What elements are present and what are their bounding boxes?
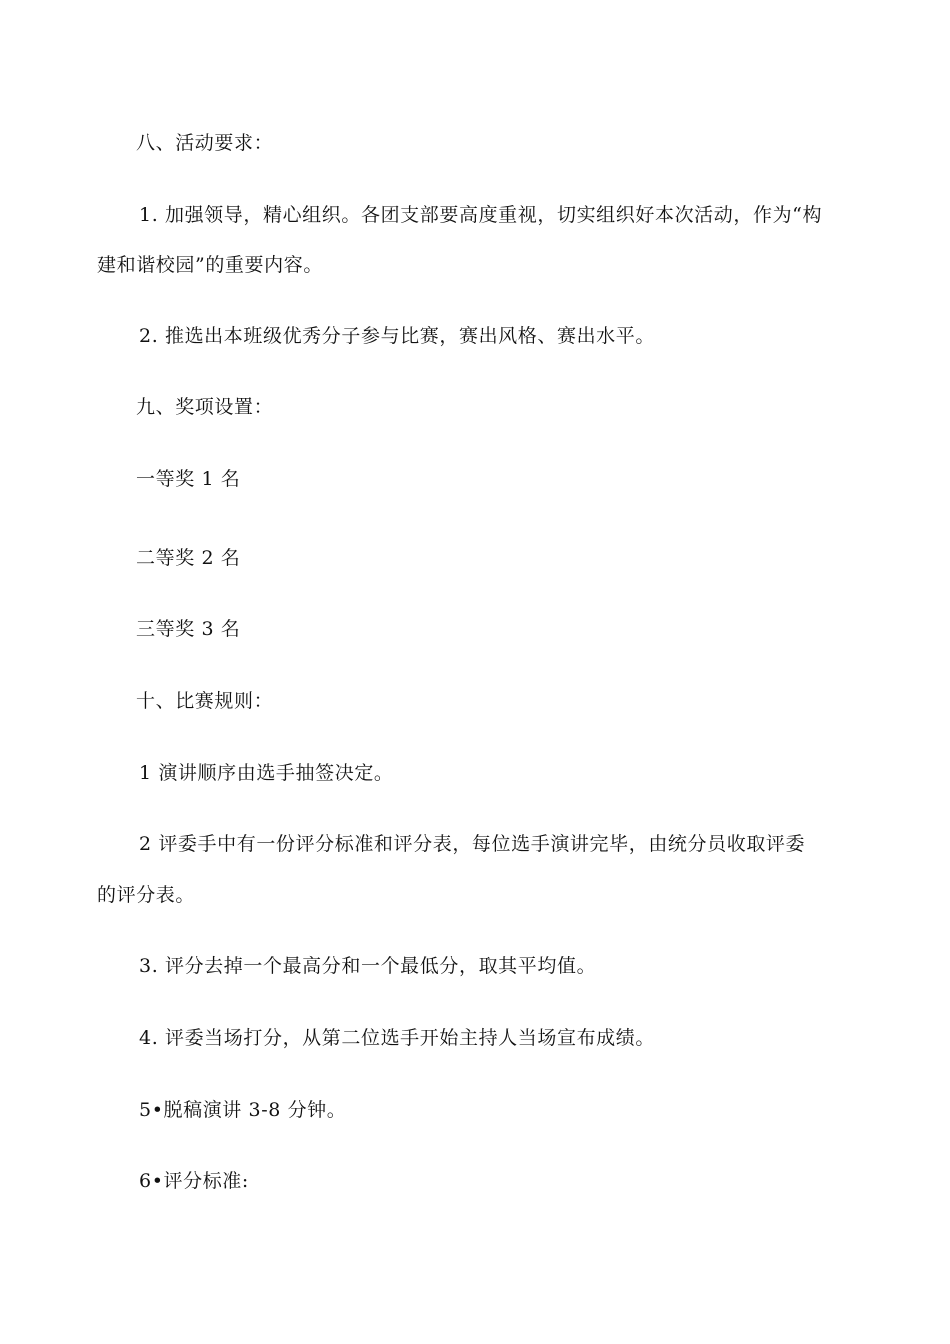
prize-first: 一等奖 1 名 [136,468,241,490]
rule-1: 1 演讲顺序由选手抽签决定。 [139,762,394,784]
section9-heading: 九、奖项设置： [136,396,274,418]
rule-4: 4. 评委当场打分，从第二位选手开始主持人当场宣布成绩。 [139,1027,655,1049]
section8-item1-line2: 建和谐校园”的重要内容。 [97,254,323,276]
rule-2-line2: 的评分表。 [97,884,196,906]
prize-second: 二等奖 2 名 [136,547,241,569]
rule-2-line1: 2 评委手中有一份评分标准和评分表，每位选手演讲完毕，由统分员收取评委 [139,833,806,855]
section8-heading: 八、活动要求： [136,132,274,154]
rule-5: 5•脱稿演讲 3-8 分钟。 [139,1099,347,1121]
rule-3: 3. 评分去掉一个最高分和一个最低分，取其平均值。 [139,955,597,977]
section8-item1-line1: 1. 加强领导，精心组织。各团支部要高度重视，切实组织好本次活动，作为“构 [139,204,823,226]
prize-third: 三等奖 3 名 [136,618,241,640]
section10-heading: 十、比赛规则： [136,690,274,712]
rule-6: 6•评分标准: [139,1170,249,1192]
section8-item2: 2. 推选出本班级优秀分子参与比赛，赛出风格、赛出水平。 [139,325,655,347]
